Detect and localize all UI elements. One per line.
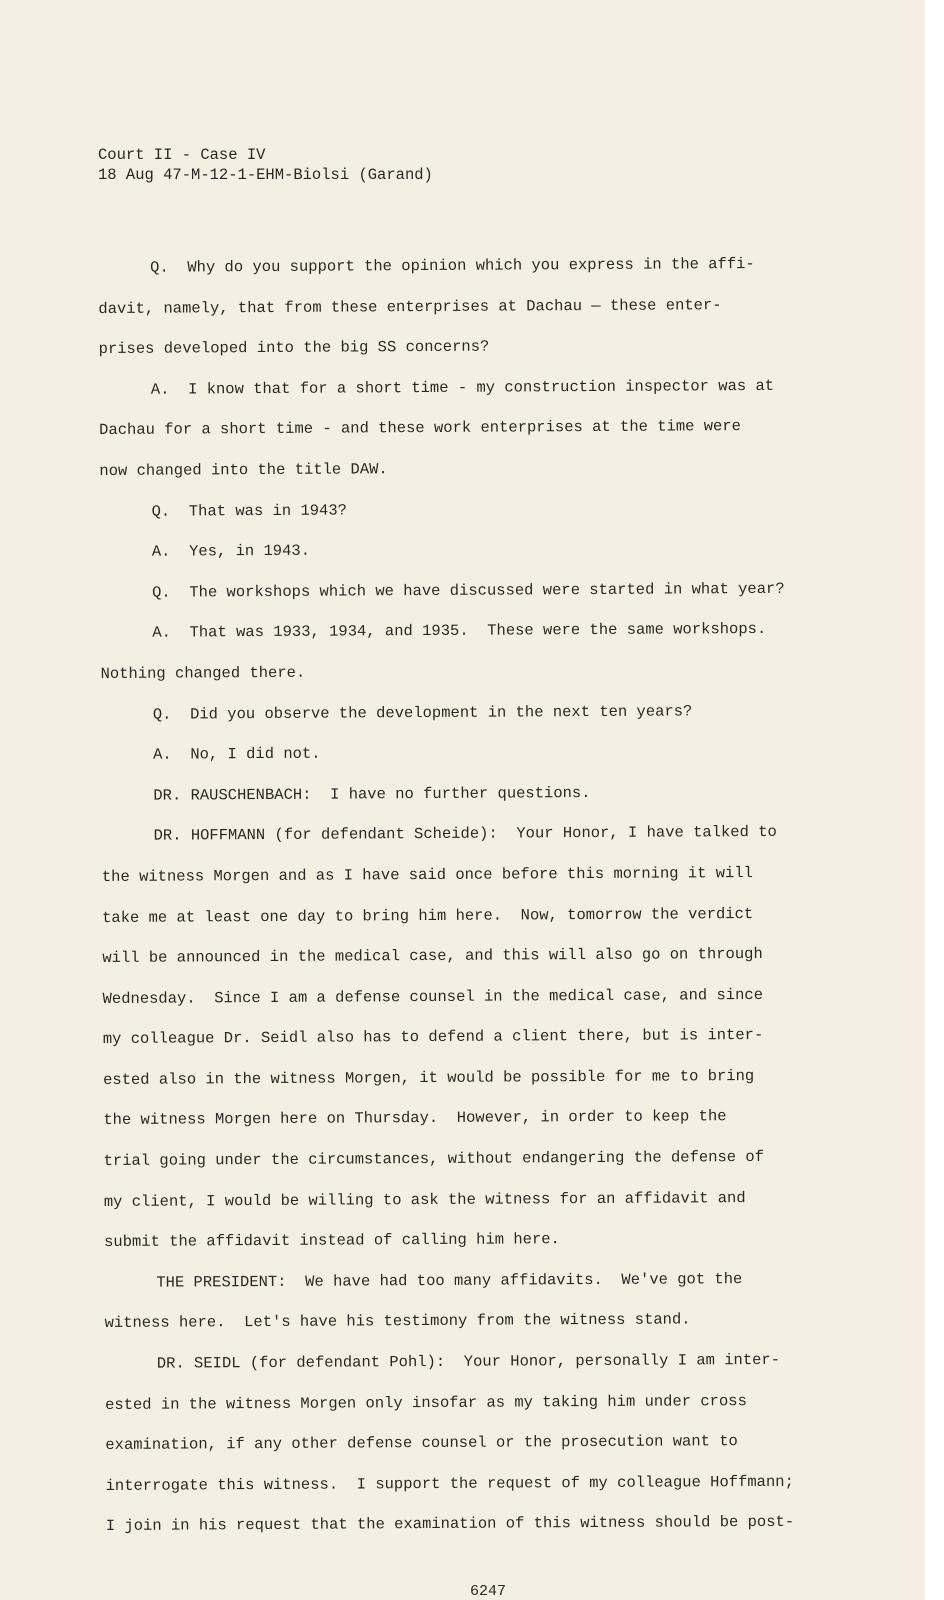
transcript-line: A. That was 1933, 1934, and 1935. These were the same workshops. bbox=[152, 620, 767, 643]
document-header bbox=[98, 145, 433, 185]
transcript-line: DR. RAUSCHENBACH: I have no further questions. bbox=[153, 783, 591, 805]
transcript-line: Nothing changed there. bbox=[100, 663, 306, 683]
transcript-line: my colleague Dr. Seidl also has to defend a client there, but is inter- bbox=[102, 1026, 764, 1049]
transcript-line: examination, if any other defense counsel or the prosecution want to bbox=[105, 1432, 738, 1455]
transcript-line: will be announced in the medical case, and this will also go on through bbox=[102, 945, 763, 968]
transcript-line: witness here. Let's have his testimony from the witness stand. bbox=[104, 1310, 691, 1333]
transcript-line: THE PRESIDENT: We have had too many affidavits. We've got the bbox=[156, 1269, 743, 1292]
transcript-line: Q. The workshops which we have discussed were started in what year? bbox=[152, 579, 785, 602]
transcript-line: the witness Morgen and as I have said once before this morning it will bbox=[101, 863, 753, 886]
transcript-line: my client, I would be willing to ask the witness for an affidavit and bbox=[103, 1188, 746, 1211]
transcript-line: A. I know that for a short time - my construction inspector was at bbox=[150, 376, 775, 399]
transcript-line: prises developed into the big SS concerns? bbox=[98, 337, 490, 359]
session-reference: 18 Aug 47-M-12-1-EHM-Biolsi (Garand) bbox=[98, 166, 433, 184]
transcript-line: Q. That was in 1943? bbox=[151, 501, 348, 521]
transcript-line: ested also in the witness Morgen, it would be possible for me to bring bbox=[103, 1066, 755, 1089]
transcript-line: the witness Morgen here on Thursday. However, in order to keep the bbox=[103, 1107, 727, 1130]
transcript-line: Q. Why do you support the opinion which you express in the affi- bbox=[150, 254, 755, 277]
scan-margin bbox=[925, 0, 944, 1600]
transcript-line: A. Yes, in 1943. bbox=[151, 541, 311, 561]
transcript-line: trial going under the circumstances, without endangering the defense of bbox=[103, 1148, 765, 1171]
court-case-label: Court II - Case IV bbox=[98, 146, 266, 164]
transcript-body bbox=[98, 243, 851, 1547]
transcript-line: Wednesday. Since I am a defense counsel in the medical case, and since bbox=[102, 985, 764, 1008]
transcript-line: I join in his request that the examination of this witness should be post- bbox=[105, 1513, 795, 1536]
transcript-line: interrogate this witness. I support the request of my colleague Hoffmann; bbox=[105, 1472, 794, 1495]
transcript-line: Dachau for a short time - and these work enterprises at the time were bbox=[99, 417, 741, 440]
transcript-line: davit, namely, that from these enterprises at Dachau — these enter- bbox=[98, 295, 722, 318]
transcript-line: Q. Did you observe the development in the next ten years? bbox=[152, 701, 693, 724]
transcript-line: take me at least one day to bring him here. Now, tomorrow the verdict bbox=[102, 904, 754, 927]
transcript-line: ested in the witness Morgen only insofar as my taking him under cross bbox=[105, 1391, 747, 1414]
transcript-line: now changed into the title DAW. bbox=[99, 460, 388, 480]
page-number: 6247 bbox=[470, 1583, 507, 1600]
transcript-line: DR. SEIDL (for defendant Pohl): Your Honor, personally I am inter- bbox=[156, 1350, 781, 1373]
transcript-line: submit the affidavit instead of calling him here. bbox=[104, 1230, 560, 1252]
transcript-line: A. No, I did not. bbox=[153, 744, 321, 764]
transcript-line: DR. HOFFMANN (for defendant Scheide): Your Honor, I have talked to bbox=[153, 823, 777, 845]
